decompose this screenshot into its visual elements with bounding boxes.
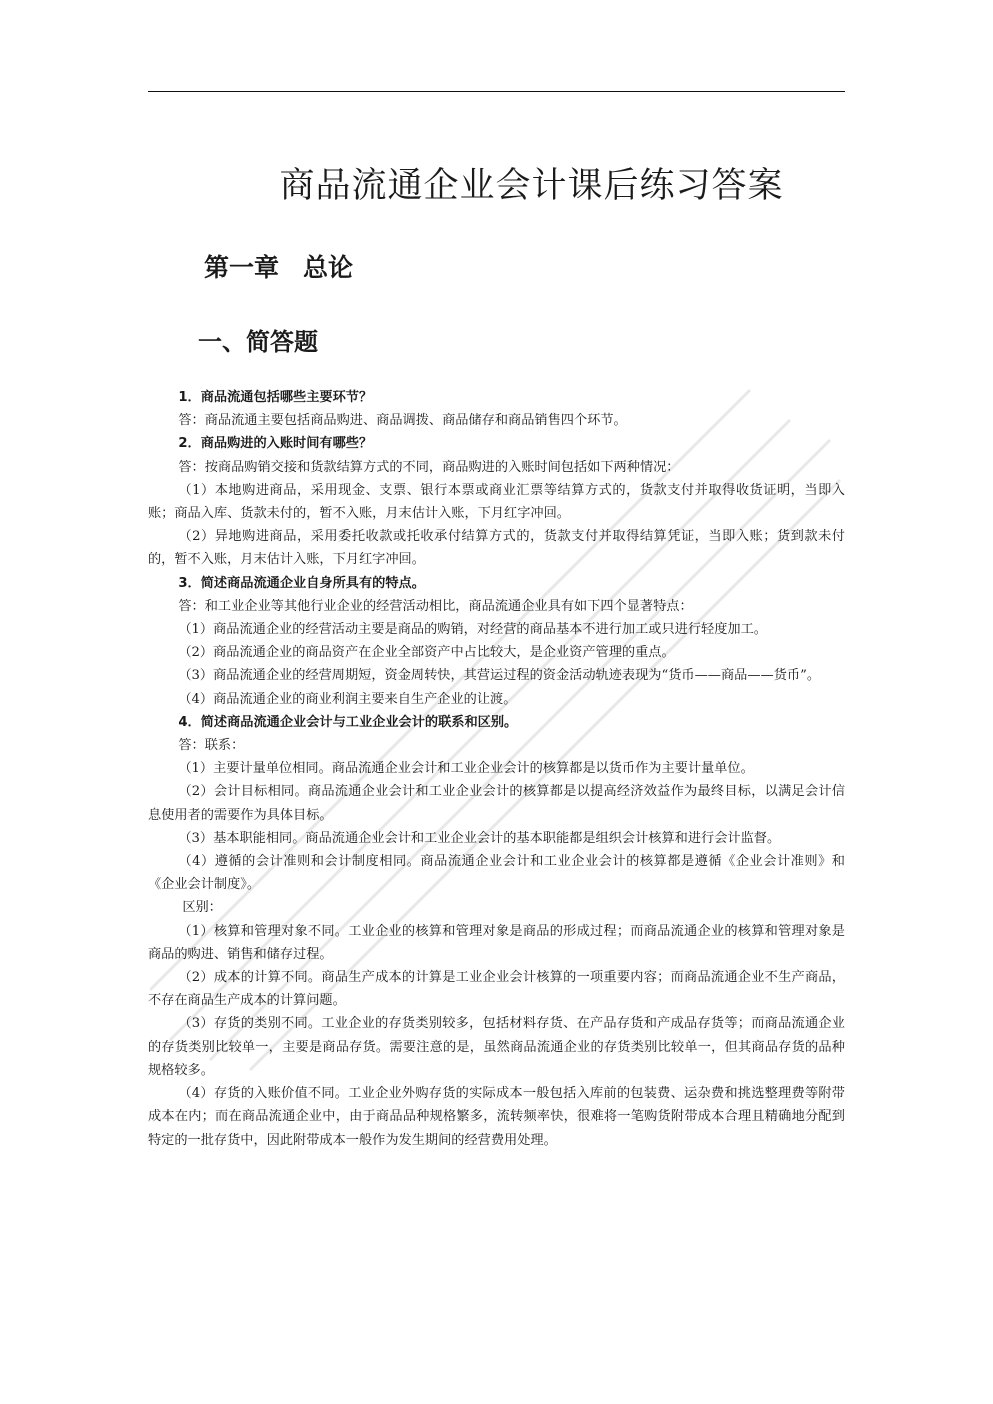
question-paragraph: 3．简述商品流通企业自身所具有的特点。 [178, 575, 425, 591]
answer-paragraph: （4）商品流通企业的商业利润主要来自生产企业的让渡。 [178, 691, 517, 707]
answer-paragraph: 区别： [182, 900, 222, 916]
answer-paragraph: （4）遵循的会计准则和会计制度相同。商品流通企业会计和工业企业会计的核算都是遵循《企业会计准则》和《企业会计制度》。 [148, 854, 845, 893]
answer-paragraph: （3）商品流通企业的经营周期短，资金周转快，其营运过程的资金活动轨迹表现为“货币——商品——货币”。 [178, 668, 821, 684]
header-rule [148, 91, 845, 92]
question-paragraph: 2．商品购进的入账时间有哪些？ [178, 436, 373, 452]
chapter-name: 总论 [303, 253, 354, 282]
answer-paragraph: （1）商品流通企业的经营活动主要是商品的购销，对经营的商品基本不进行加工或只进行轻度加工。 [178, 622, 767, 638]
answer-paragraph: 答：商品流通主要包括商品购进、商品调拨、商品储存和商品销售四个环节。 [178, 413, 627, 429]
answer-paragraph: （1）本地购进商品，采用现金、支票、银行本票或商业汇票等结算方式的，货款支付并取得收货证明，当即入账；商品入库、货款未付的，暂不入账，月末估计入账，下月红字冲回。 [148, 482, 845, 522]
answer-paragraph: （1）主要计量单位相同。商品流通企业会计和工业企业会计的核算都是以货币作为主要计量单位。 [178, 761, 754, 777]
answer-paragraph: （1）核算和管理对象不同。工业企业的核算和管理对象是商品的形成过程；而商品流通企业的核算和管理对象是商品的购进、销售和储存过程。 [148, 923, 845, 962]
answer-paragraph: 答：按商品购销交接和货款结算方式的不同，商品购进的入账时间包括如下两种情况： [178, 459, 680, 475]
chapter-number: 第一章 [204, 253, 280, 282]
answer-paragraph: （2）异地购进商品，采用委托收款或托收承付结算方式的，货款支付并取得结算凭证，当即入账；货到款未付的，暂不入账，月末估计入账，下月红字冲回。 [148, 529, 845, 568]
answer-paragraph: （2）商品流通企业的商品资产在企业全部资产中占比较大，是企业资产管理的重点。 [178, 645, 675, 661]
question-paragraph: 4．简述商品流通企业会计与工业企业会计的联系和区别。 [178, 714, 518, 730]
answer-paragraph: （2）会计目标相同。商品流通企业会计和工业企业会计的核算都是以提高经济效益作为最终目标，以满足会计信息使用者的需要作为具体目标。 [148, 784, 845, 823]
question-paragraph: 1．商品流通包括哪些主要环节？ [178, 390, 373, 405]
chapter-heading [204, 248, 353, 284]
answer-paragraph: （4）存货的入账价值不同。工业企业外购存货的实际成本一般包括入库前的包装费、运杂费和挑选整理费等附带成本在内；而在商品流通企业中，由于商品品种规格繁多，流转频率快，很难将一笔购货附带成本合理且精确地分配到特定的一批存货中，因此附带成本一般作为发生期间的经营费用处理。 [148, 1086, 845, 1148]
document-title: 商品流通企业会计课后练习答案 [279, 166, 784, 206]
answer-paragraph: （3）基本职能相同。商品流通企业会计和工业企业会计的基本职能都是组织会计核算和进行会计监督。 [178, 830, 781, 846]
section-heading: 一、简答题 [198, 328, 318, 356]
answer-paragraph: （3）存货的类别不同。工业企业的存货类别较多，包括材料存货、在产品存货和产成品存货等；而商品流通企业的存货类别比较单一，主要是商品存货。需要注意的是，虽然商品流通企业的存货类别比较单一，但其商品存货的品种规格较多。 [148, 1016, 845, 1078]
answer-paragraph: （2）成本的计算不同。商品生产成本的计算是工业企业会计核算的一项重要内容；而商品流通企业不生产商品，不存在商品生产成本的计算问题。 [148, 970, 845, 1009]
answer-paragraph: 答：和工业企业等其他行业企业的经营活动相比，商品流通企业具有如下四个显著特点： [178, 598, 693, 614]
answer-paragraph: 答：联系： [178, 738, 245, 754]
document-body [148, 386, 845, 1152]
